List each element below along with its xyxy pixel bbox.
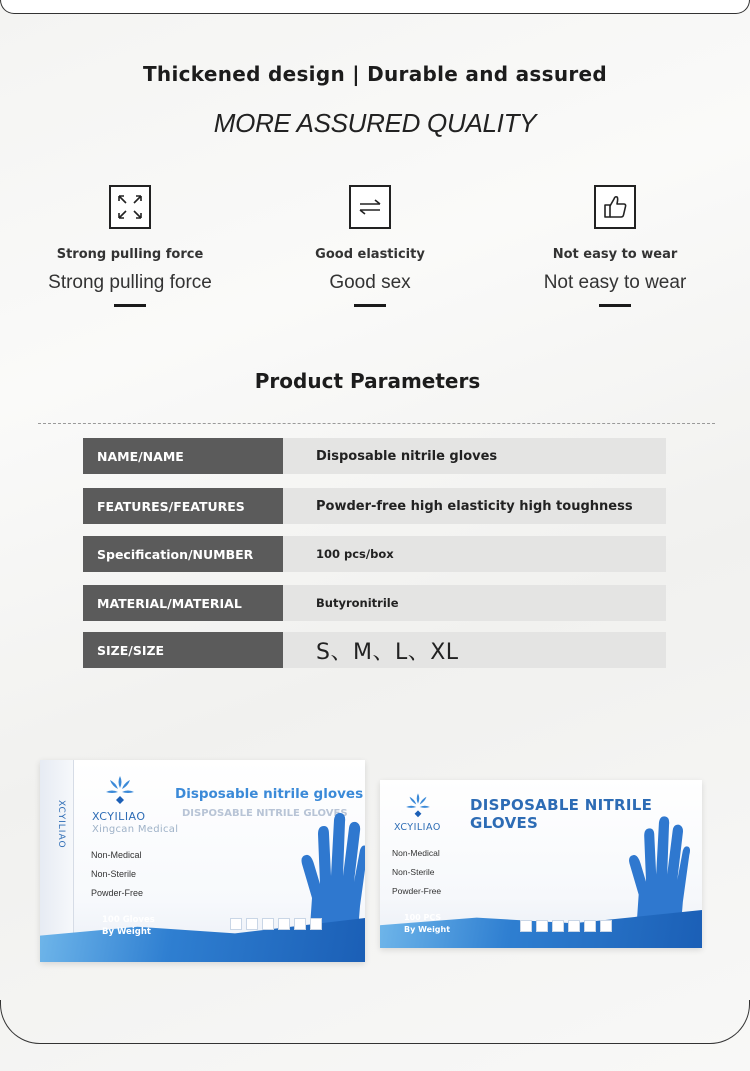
brand-name: XCYILIAO: [92, 810, 146, 823]
box-side-brand: XCYILIAO: [56, 800, 66, 849]
bottom-frame: [0, 1000, 750, 1044]
param-label: Specification/NUMBER: [83, 536, 283, 572]
feature-title: Not easy to wear: [552, 247, 678, 262]
feature-underline: [354, 304, 386, 307]
usage-icon: [246, 918, 258, 930]
count-line: By Weight: [404, 925, 451, 934]
product-box-left: [40, 760, 365, 962]
param-row-name: [83, 438, 666, 474]
params-title: Product Parameters: [254, 369, 481, 393]
usage-icon: [536, 920, 548, 932]
thumbs-up-icon: [594, 185, 636, 229]
param-label: SIZE/SIZE: [83, 632, 283, 668]
usage-icon: [278, 918, 290, 930]
list-item: Non-Medical: [91, 850, 142, 860]
box-feature-list: [91, 846, 143, 903]
param-value: S、M、L、XL: [283, 632, 666, 668]
list-item: Non-Medical: [392, 848, 440, 858]
list-item: Powder-Free: [91, 888, 144, 898]
list-item: Powder-Free: [392, 886, 442, 896]
list-item: Non-Sterile: [392, 867, 435, 877]
brand-logo-icon: [398, 790, 438, 824]
usage-icons: [230, 918, 322, 930]
swap-arrows-icon: [349, 185, 391, 229]
param-row-features: [83, 488, 666, 524]
usage-icon: [310, 918, 322, 930]
box-title-ghost: DISPOSABLE NITRILE GLOVES: [182, 808, 348, 819]
list-item: Non-Sterile: [91, 869, 137, 879]
feature-subtitle: Strong pulling force: [48, 272, 212, 293]
brand-logo-icon: [98, 772, 142, 812]
feature-good-elasticity: [270, 185, 470, 307]
feature-strong-pulling: [30, 185, 230, 307]
feature-title: Strong pulling force: [56, 247, 204, 262]
feature-title: Good elasticity: [315, 247, 425, 262]
dashed-divider: [38, 423, 715, 424]
box-count: [102, 914, 155, 938]
param-label: NAME/NAME: [83, 438, 283, 474]
box-title: Disposable nitrile gloves: [175, 786, 364, 802]
usage-icon: [552, 920, 564, 932]
box-count: [404, 912, 450, 936]
count-line: 100 Gloves: [102, 915, 155, 925]
brand-name: XCYILIAO: [394, 822, 441, 833]
param-row-spec: [83, 536, 666, 572]
usage-icon: [230, 918, 242, 930]
count-line: By Weight: [102, 927, 151, 937]
usage-icon: [600, 920, 612, 932]
param-value: Butyronitrile: [283, 585, 666, 621]
expand-arrows-icon: [109, 185, 151, 229]
box-feature-list: [392, 844, 441, 901]
headline: Thickened design | Durable and assured: [142, 62, 608, 86]
param-label: MATERIAL/MATERIAL: [83, 585, 283, 621]
usage-icon: [584, 920, 596, 932]
param-value: 100 pcs/box: [283, 536, 666, 572]
feature-underline: [599, 304, 631, 307]
product-box-right: [380, 780, 702, 948]
usage-icon: [568, 920, 580, 932]
usage-icon: [294, 918, 306, 930]
usage-icons: [520, 920, 612, 932]
feature-subtitle: Good sex: [329, 272, 411, 293]
param-row-material: [83, 585, 666, 621]
param-row-size: [83, 632, 666, 668]
feature-subtitle: Not easy to wear: [543, 272, 687, 293]
box-title: DISPOSABLE NITRILE GLOVES: [470, 796, 653, 832]
top-frame: [0, 0, 750, 14]
param-value: Powder-free high elasticity high toughness: [283, 488, 666, 524]
box-subtitle: Xingcan Medical: [92, 824, 179, 835]
box-side-panel: [40, 760, 74, 962]
count-line: 100 PCS: [404, 913, 442, 922]
param-value: Disposable nitrile gloves: [283, 438, 666, 474]
subheadline: MORE ASSURED QUALITY: [213, 108, 537, 138]
usage-icon: [262, 918, 274, 930]
param-label: FEATURES/FEATURES: [83, 488, 283, 524]
usage-icon: [520, 920, 532, 932]
feature-underline: [114, 304, 146, 307]
feature-not-easy-wear: [515, 185, 715, 307]
